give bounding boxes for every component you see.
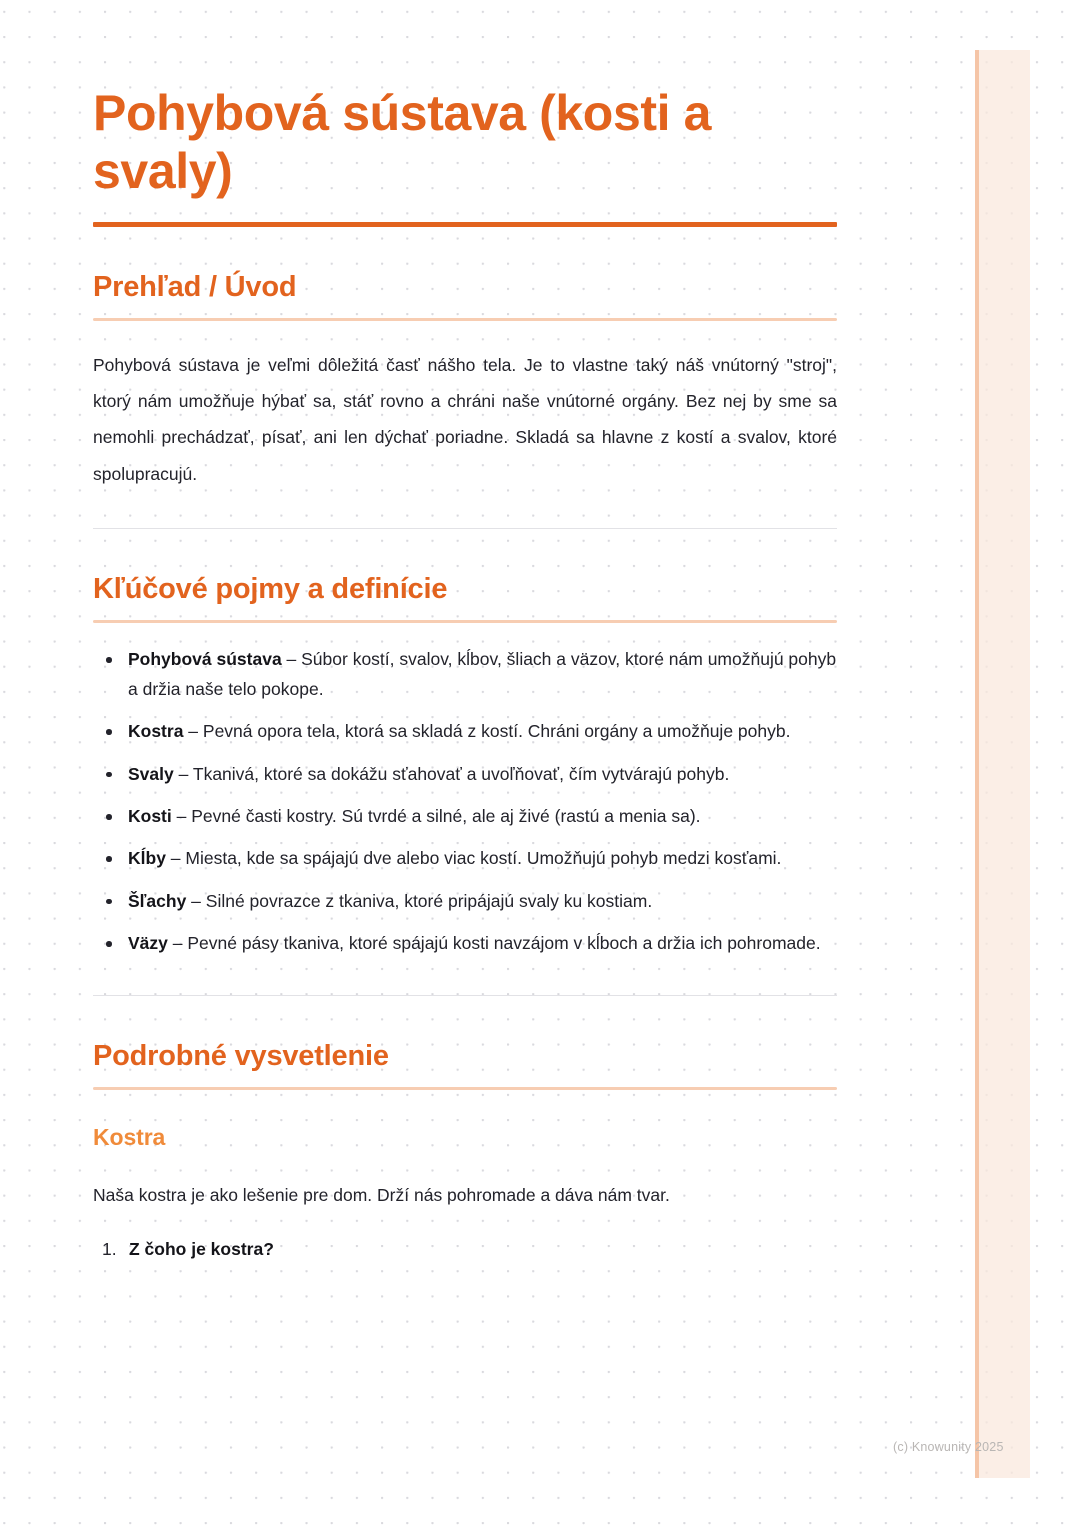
sub-heading-kostra: Kostra [93, 1124, 166, 1151]
key-term-definition: – Pevná opora tela, ktorá sa skladá z kostí. Chráni orgány a umožňuje pohyb. [183, 721, 791, 742]
key-term-item [93, 802, 837, 831]
section-heading-overview: Prehľad / Úvod [93, 271, 297, 303]
heading-underline-key-terms [93, 620, 837, 623]
key-term-name: Svaly [128, 763, 174, 784]
key-term-definition: – Pevné časti kostry. Sú tvrdé a silné, ale aj živé (rastú a menia sa). [171, 806, 701, 827]
key-term-item [93, 887, 837, 916]
detail-paragraph: Naša kostra je ako lešenie pre dom. Drží nás pohromade a dáva nám tvar. [93, 1185, 670, 1206]
key-term-definition: – Miesta, kde sa spájajú dve alebo viac kostí. Umožňujú pohyb medzi kosťami. [165, 848, 782, 869]
key-term-item [93, 717, 837, 746]
key-term-item [93, 844, 837, 873]
key-term-definition: – Súbor kostí, svalov, kĺbov, šliach a väzov, ktoré nám umožňujú pohyb a držia naše telo pokope. [128, 649, 837, 699]
key-term-name: Šľachy [128, 890, 187, 911]
key-term-definition: – Tkanivá, ktoré sa dokážu sťahovať a uvoľňovať, čím vytvárajú pohyb. [173, 763, 730, 784]
detail-question-list [93, 1235, 837, 1263]
section-divider-1 [93, 528, 837, 530]
heading-underline-overview [93, 318, 837, 321]
key-term-name: Pohybová sústava [128, 649, 282, 670]
section-divider-2 [93, 995, 837, 997]
document-content [93, 0, 837, 1263]
key-term-item [93, 760, 837, 789]
section-key-terms [93, 573, 837, 958]
key-term-item [93, 929, 837, 958]
section-heading-detail: Podrobné vysvetlenie [93, 1040, 389, 1073]
key-terms-list [93, 645, 837, 958]
overview-paragraph: Pohybová sústava je veľmi dôležitá časť nášho tela. Je to vlastne taký náš vnútorný "stroj", ktorý nám umožňuje hýbať sa, stáť rovno a chráni naše vnútorné orgány. Bez nej by sme sa nemohli prechádzať, písať, ani len dýchať poriadne. Skladá sa hlavne z kostí a svalov, ktoré spolupracujú. [93, 355, 837, 484]
key-term-name: Kostra [128, 721, 184, 742]
key-term-name: Väzy [128, 933, 168, 954]
title-divider-rule [93, 222, 837, 227]
right-margin-strip [975, 50, 1030, 1478]
heading-underline-detail [93, 1087, 837, 1090]
detail-question-item: Z čoho je kostra? [129, 1239, 274, 1260]
page-title: Pohybová sústava (kosti a svaly) [93, 85, 712, 199]
section-heading-key-terms: Kľúčové pojmy a definície [93, 573, 448, 606]
key-term-name: Kosti [128, 806, 172, 827]
key-term-definition: – Silné povrazce z tkaniva, ktoré pripájajú svaly ku kostiam. [186, 890, 653, 911]
copyright-watermark: (c) Knowunity 2025 [893, 1440, 1004, 1454]
section-detail [93, 1040, 837, 1263]
key-term-definition: – Pevné pásy tkaniva, ktoré spájajú kosti navzájom v kĺboch a držia ich pohromade. [167, 933, 821, 954]
section-overview [93, 271, 837, 492]
key-term-name: Kĺby [128, 848, 166, 869]
key-term-item [93, 645, 837, 704]
